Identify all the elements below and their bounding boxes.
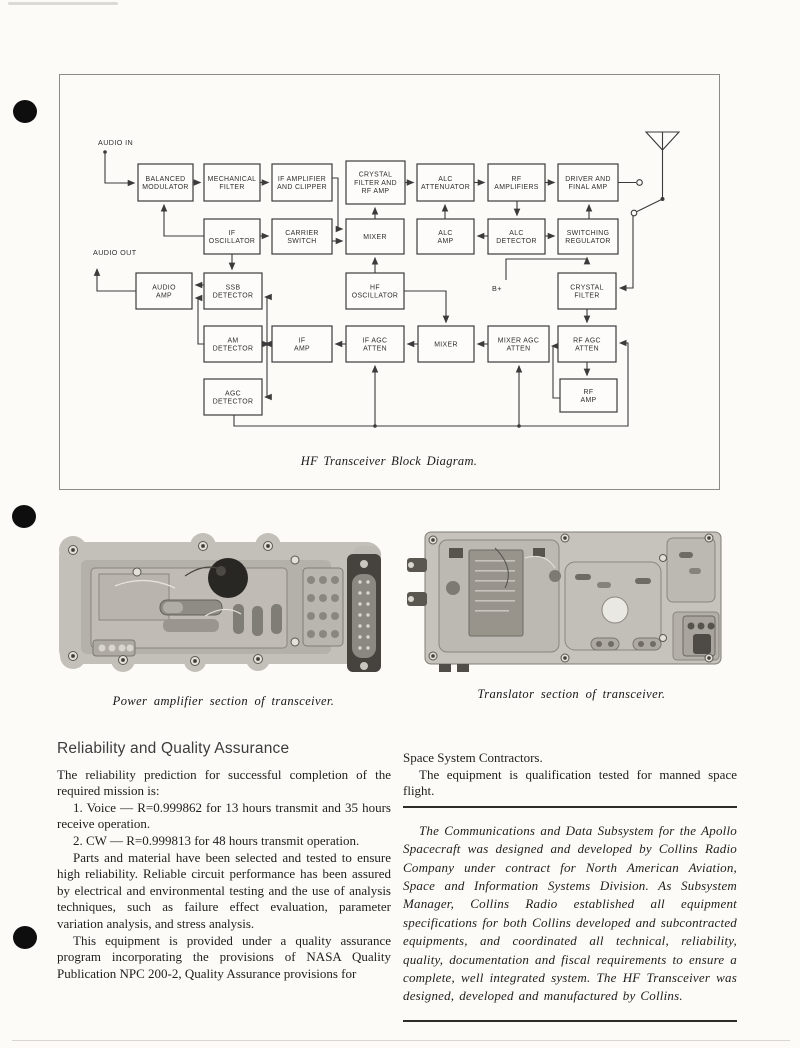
rf-agc-atten-box bbox=[558, 326, 616, 362]
right-column bbox=[403, 750, 737, 1022]
alc-attenuator-box bbox=[417, 164, 474, 201]
mixer-tx-box bbox=[346, 219, 404, 254]
left-column bbox=[57, 741, 391, 982]
svg-text:MIXER: MIXER bbox=[363, 233, 387, 241]
registration-dot bbox=[12, 505, 36, 528]
power-amplifier-photo bbox=[55, 516, 390, 691]
if-amplifier-and-clipper-box bbox=[272, 164, 332, 201]
svg-text:IF AMPLIFIERAND CLIPPER: IF AMPLIFIER AND CLIPPER bbox=[277, 175, 327, 191]
mixer-agc-atten-box bbox=[488, 326, 549, 362]
svg-text:AUDIOAMP: AUDIO AMP bbox=[152, 284, 176, 300]
switching-regulator-box bbox=[558, 219, 618, 254]
audio-in-label: AUDIO IN bbox=[98, 138, 134, 147]
paragraph: 2. CW — R=0.999813 for 48 hours transmit operation. bbox=[73, 832, 360, 848]
ssb-detector-box bbox=[204, 273, 262, 309]
block-diagram-panel bbox=[59, 74, 720, 490]
publisher-note: The Communications and Data Subsystem for the Apollo Spacecraft was designed and developed by Collins Radio Company under contract for North American Aviation, Space and Information Systems Division. As Subsystem Manager, Collins Radio established all equipment specifications for both Collins developed and subcontracted equipments, and coordinated all technical, reliability, quality, documentation and fiscal requirements to ensure a complete, well integrated system. The HF Transceiver was designed, developed and manufactured by Collins. bbox=[403, 822, 737, 1004]
if-agc-atten-box bbox=[346, 326, 404, 362]
rf-amp-box bbox=[560, 379, 617, 412]
svg-text:AMDETECTOR: AM DETECTOR bbox=[212, 337, 254, 353]
svg-text:ALCATTENUATOR: ALC ATTENUATOR bbox=[420, 175, 471, 191]
svg-text:SSBDETECTOR: SSB DETECTOR bbox=[212, 284, 254, 300]
crystal-filter-box bbox=[558, 273, 616, 309]
paragraph: This equipment is provided under a quality assurance program incorporating the provisions of NASA Quality Publication NPC 200-2, Quality Assurance provisions for bbox=[57, 932, 391, 981]
audio-amp-box bbox=[136, 273, 192, 309]
svg-text:ALCAMP: ALC AMP bbox=[437, 229, 454, 245]
svg-text:BALANCEDMODULATOR: BALANCED MODULATOR bbox=[142, 175, 189, 191]
mixer-rx-box bbox=[418, 326, 474, 362]
svg-text:RFAMPLIFIERS: RF AMPLIFIERS bbox=[494, 175, 539, 191]
scan-artifact bbox=[8, 2, 118, 5]
horizontal-rule bbox=[403, 1020, 737, 1022]
label-plate bbox=[469, 550, 523, 636]
antenna-icon bbox=[646, 132, 679, 199]
carrier-switch-box bbox=[272, 219, 332, 254]
paragraph: 1. Voice — R=0.999862 for 13 hours transmit and 35 hours receive operation. bbox=[57, 799, 391, 832]
agc-detector-box bbox=[204, 379, 262, 415]
section-heading: Reliability and Quality Assurance bbox=[57, 740, 290, 757]
alc-detector-box bbox=[488, 219, 545, 254]
hf-oscillator-box bbox=[346, 273, 404, 309]
paragraph: The reliability prediction for successful completion of the required mission is: bbox=[57, 766, 391, 799]
svg-text:CRYSTALFILTER ANDRF AMP: CRYSTAL FILTER AND RF AMP bbox=[354, 171, 397, 196]
holes-plate bbox=[303, 568, 343, 646]
translator-photo bbox=[405, 528, 738, 681]
left-photo-caption: Power amplifier section of transceiver. bbox=[112, 694, 335, 708]
rf-amplifiers-box bbox=[488, 164, 545, 201]
svg-text:MECHANICALFILTER: MECHANICAL FILTER bbox=[207, 175, 257, 191]
hf-transceiver-block-diagram bbox=[60, 75, 719, 489]
audio-out-label: AUDIO OUT bbox=[93, 248, 137, 257]
svg-text:IFOSCILLATOR: IF OSCILLATOR bbox=[208, 229, 256, 245]
svg-text:SWITCHINGREGULATOR: SWITCHING REGULATOR bbox=[565, 229, 611, 245]
diagram-boxes bbox=[136, 161, 618, 415]
balanced-modulator-box bbox=[138, 164, 193, 201]
svg-text:IF AGCATTEN: IF AGC ATTEN bbox=[362, 337, 388, 353]
svg-text:CRYSTALFILTER: CRYSTAL FILTER bbox=[570, 284, 604, 300]
svg-text:AGCDETECTOR: AGC DETECTOR bbox=[212, 390, 254, 406]
svg-text:IFAMP: IF AMP bbox=[294, 337, 310, 353]
d-connector bbox=[347, 554, 381, 672]
registration-dot bbox=[13, 926, 37, 949]
registration-dot bbox=[13, 100, 37, 123]
svg-text:MIXER: MIXER bbox=[434, 341, 458, 349]
right-photo-caption: Translator section of transceiver. bbox=[477, 687, 666, 701]
crystal-filter-and-rf-amp-box bbox=[346, 161, 405, 204]
svg-text:DRIVER ANDFINAL AMP: DRIVER AND FINAL AMP bbox=[565, 175, 611, 191]
if-amp-box bbox=[272, 326, 332, 362]
horizontal-rule bbox=[403, 806, 737, 808]
if-oscillator-box bbox=[204, 219, 260, 254]
alc-amp-box bbox=[417, 219, 474, 254]
svg-text:MIXER AGCATTEN: MIXER AGC ATTEN bbox=[497, 337, 540, 353]
b-plus-label: B+ bbox=[492, 284, 502, 293]
driver-and-final-amp-box bbox=[558, 164, 618, 201]
scan-edge-line bbox=[12, 1040, 790, 1041]
mechanical-filter-box bbox=[204, 164, 260, 201]
svg-text:ALCDETECTOR: ALC DETECTOR bbox=[496, 229, 537, 245]
paragraph: Space System Contractors. bbox=[403, 750, 543, 765]
svg-text:RFAMP: RF AMP bbox=[580, 388, 597, 404]
diagram-caption: HF Transceiver Block Diagram. bbox=[300, 454, 478, 468]
am-detector-box bbox=[204, 326, 262, 362]
svg-text:CARRIERSWITCH: CARRIER SWITCH bbox=[285, 229, 319, 245]
svg-text:HFOSCILLATOR: HF OSCILLATOR bbox=[351, 284, 399, 300]
paragraph: Parts and material have been selected and tested to ensure high reliability. Reliable circuit performance has been assured by electrical and environmental testing and the use of analysis techniques, such as failure effect evaluation, parameter variation analysis, and stress analysis. bbox=[57, 849, 391, 931]
svg-text:RF AGCATTEN: RF AGC ATTEN bbox=[573, 337, 601, 353]
paragraph: The equipment is qualification tested for manned space flight. bbox=[403, 766, 737, 799]
